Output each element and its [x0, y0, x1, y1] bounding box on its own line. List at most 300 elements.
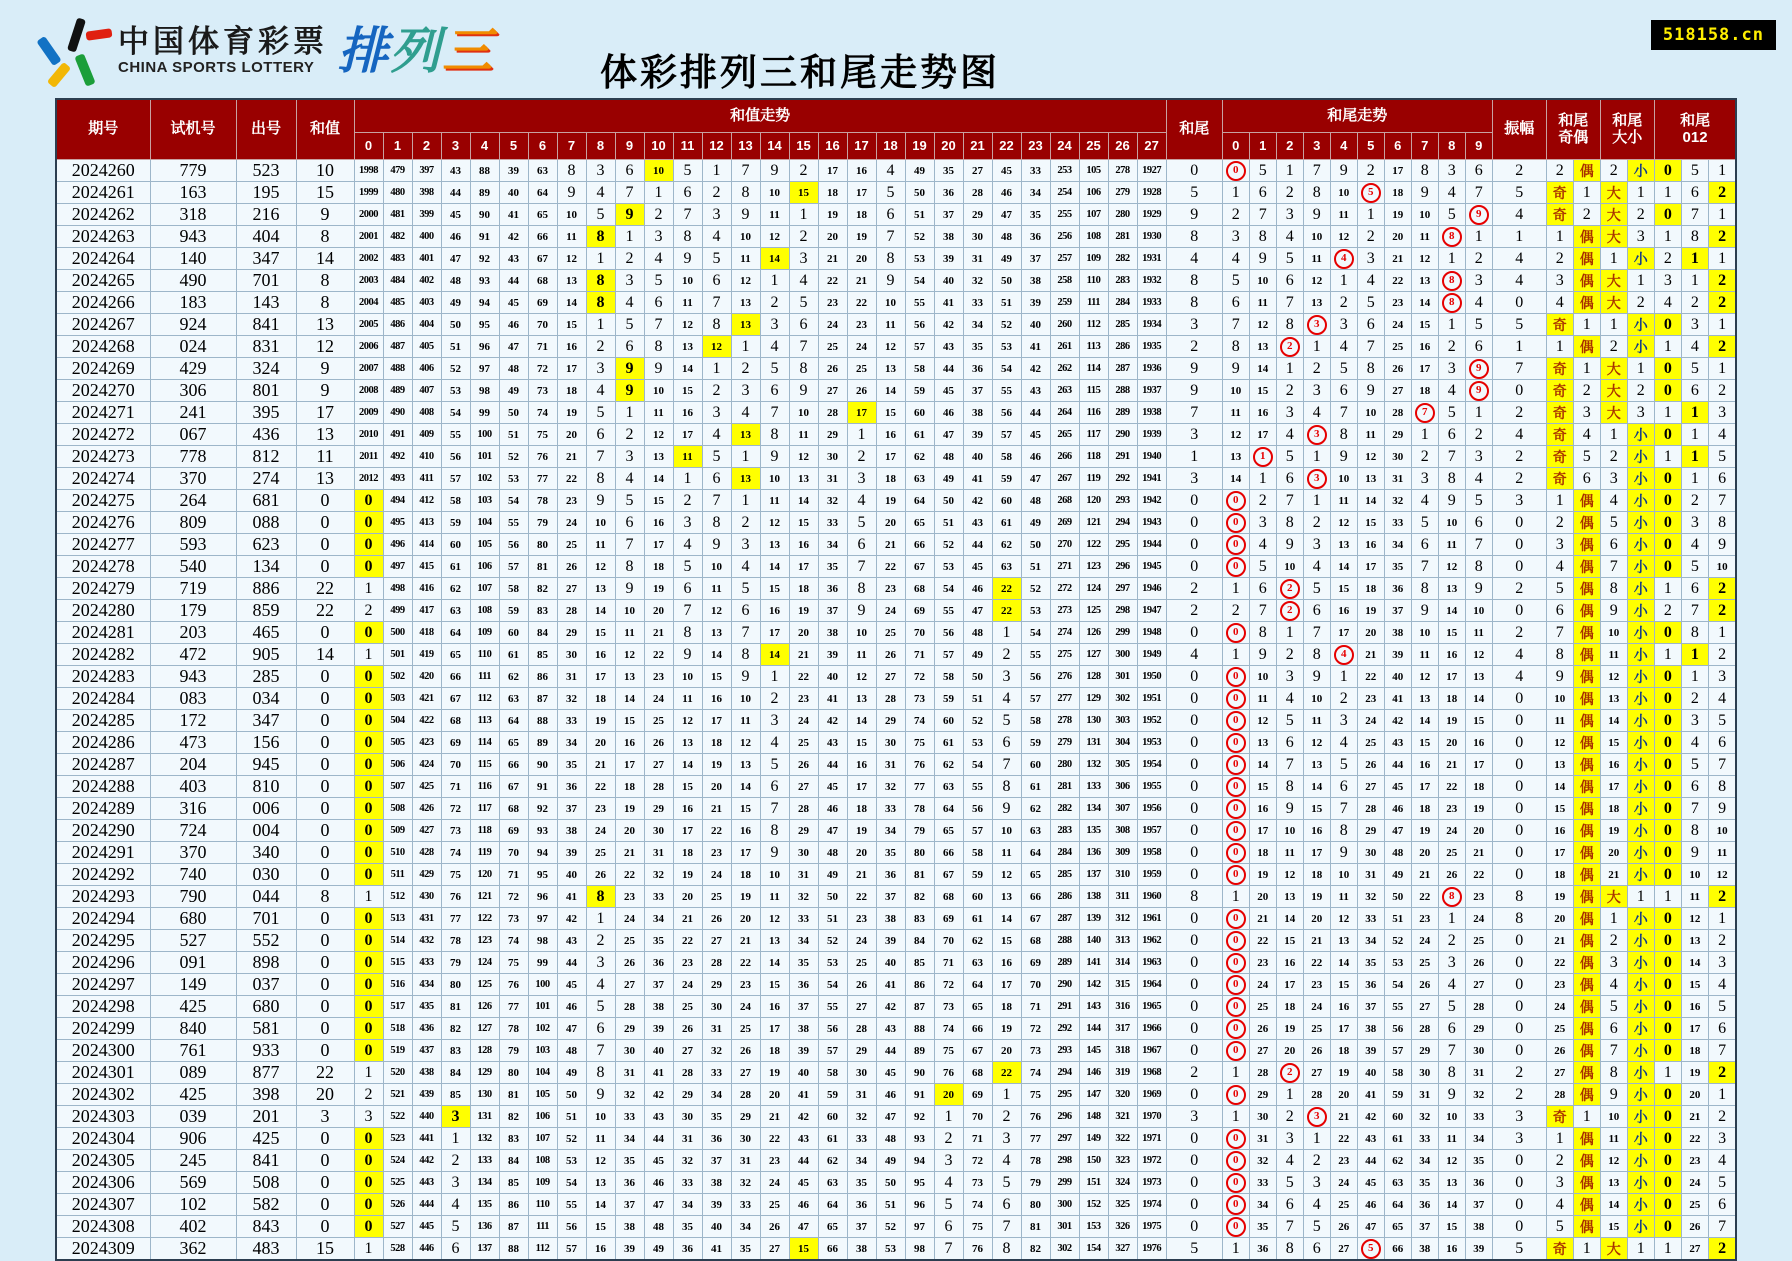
tail-value-cell: 0 [1166, 952, 1222, 974]
tail-miss-cell: 29 [1249, 1084, 1276, 1106]
sum-miss-cell: 14 [702, 644, 731, 666]
sum-miss-cell: 117 [470, 798, 499, 820]
sum-miss-cell: 34 [818, 534, 847, 556]
sum-miss-cell: 16 [586, 644, 615, 666]
tail-hit-circle-icon: 9 [1469, 359, 1489, 379]
sum-miss-cell: 65 [441, 644, 470, 666]
tail-miss-cell: 7 [1276, 490, 1303, 512]
parity-hit-cell: 偶 [1573, 622, 1600, 644]
sum-miss-cell: 16 [789, 534, 818, 556]
tail-miss-cell: 57 [1384, 1040, 1411, 1062]
tail-miss-cell: 9 [1249, 644, 1276, 666]
sum-miss-cell: 61 [818, 1128, 847, 1150]
sum-miss-cell: 77 [905, 776, 934, 798]
sum-hit-cell: 15 [789, 182, 818, 204]
tail-miss-cell: 29 [1384, 424, 1411, 446]
tail-hit-circle-icon: 0 [1226, 667, 1246, 687]
sum-miss-cell: 6 [586, 1018, 615, 1040]
sum-miss-cell: 1943 [1137, 512, 1166, 534]
sum-miss-cell: 1929 [1137, 204, 1166, 226]
sum-hit-cell: 0 [354, 776, 383, 798]
sum-miss-cell: 48 [441, 270, 470, 292]
issue-cell: 2024303 [56, 1106, 150, 1128]
table-row [56, 1084, 1736, 1106]
tail-miss-cell: 54 [1384, 974, 1411, 996]
sum-miss-cell: 1965 [1137, 996, 1166, 1018]
draw-number-cell: 044 [236, 886, 296, 908]
mod-miss-cell: 1 [1708, 160, 1736, 182]
sum-miss-cell: 5 [934, 1194, 963, 1216]
mod-miss-cell: 1 [1681, 424, 1708, 446]
sum-miss-cell: 4 [586, 380, 615, 402]
tail-miss-cell: 1 [1303, 1128, 1330, 1150]
sum-miss-cell: 25 [644, 710, 673, 732]
sum-miss-cell: 16 [673, 798, 702, 820]
tail-hit-cell [1222, 864, 1249, 886]
tail-miss-cell: 25 [1438, 842, 1465, 864]
table-row [56, 358, 1736, 380]
sum-miss-cell: 118 [470, 820, 499, 842]
tail-miss-cell: 11 [1249, 292, 1276, 314]
issue-cell: 2024275 [56, 490, 150, 512]
tail-miss-cell: 22 [1384, 270, 1411, 292]
tail-value-cell: 2 [1166, 578, 1222, 600]
sum-miss-cell: 112 [470, 688, 499, 710]
tail-miss-cell: 25 [1465, 930, 1492, 952]
sum-miss-cell: 29 [847, 1040, 876, 1062]
issue-cell: 2024290 [56, 820, 150, 842]
sum-miss-cell: 35 [818, 556, 847, 578]
sum-miss-cell: 19 [615, 798, 644, 820]
sum-miss-cell: 17 [673, 820, 702, 842]
test-number-cell: 540 [150, 556, 236, 578]
table-row [56, 1018, 1736, 1040]
tail-value-cell: 0 [1166, 1172, 1222, 1194]
sum-miss-cell: 48 [963, 622, 992, 644]
sum-miss-cell: 4 [586, 182, 615, 204]
tail-miss-cell: 8 [1411, 160, 1438, 182]
sum-miss-cell: 19 [760, 1062, 789, 1084]
size-miss-cell: 1 [1627, 182, 1654, 204]
parity-hit-cell: 偶 [1573, 1194, 1600, 1216]
col-header-issue: 期号 [56, 99, 150, 160]
sum-miss-cell: 45 [963, 556, 992, 578]
sum-miss-cell: 8 [644, 336, 673, 358]
sum-miss-cell: 49 [499, 380, 528, 402]
sum-miss-cell: 397 [412, 160, 441, 182]
sum-miss-cell: 23 [847, 908, 876, 930]
sum-miss-cell: 254 [1050, 182, 1079, 204]
tail-miss-cell: 38 [1384, 622, 1411, 644]
issue-cell: 2024287 [56, 754, 150, 776]
sum-miss-cell: 3 [934, 1150, 963, 1172]
sum-miss-cell: 1968 [1137, 1062, 1166, 1084]
mod-hit-cell: 0 [1654, 864, 1681, 886]
sum-miss-cell: 8 [992, 1238, 1021, 1261]
size-miss-cell: 3 [1627, 226, 1654, 248]
mod-miss-cell: 22 [1681, 1128, 1708, 1150]
mod-hit-cell: 1 [1681, 402, 1708, 424]
size-miss-cell: 5 [1600, 996, 1627, 1018]
tail-miss-cell: 24 [1303, 996, 1330, 1018]
table-row [56, 798, 1736, 820]
tail-miss-cell: 23 [1330, 1150, 1357, 1172]
sum-miss-cell: 6 [673, 182, 702, 204]
sum-miss-cell: 5 [441, 1216, 470, 1238]
tail-miss-cell: 9 [1438, 1084, 1465, 1106]
sum-miss-cell: 22 [847, 292, 876, 314]
sum-miss-cell: 508 [383, 798, 412, 820]
tail-hit-circle-icon: 0 [1226, 711, 1246, 731]
tail-miss-cell: 2 [1465, 248, 1492, 270]
sum-miss-cell: 61 [499, 644, 528, 666]
issue-cell: 2024297 [56, 974, 150, 996]
sum-miss-cell: 524 [383, 1150, 412, 1172]
tail-hit-cell [1303, 314, 1330, 336]
sum-miss-cell: 33 [673, 1172, 702, 1194]
sum-miss-cell: 298 [1108, 600, 1137, 622]
parity-hit-cell: 偶 [1573, 1062, 1600, 1084]
draw-number-cell: 552 [236, 930, 296, 952]
parity-miss-cell: 5 [1546, 1216, 1573, 1238]
sum-miss-cell: 1975 [1137, 1216, 1166, 1238]
sum-miss-cell: 16 [615, 732, 644, 754]
sum-miss-cell: 2007 [354, 358, 383, 380]
tail-miss-cell: 11 [1303, 248, 1330, 270]
sum-miss-cell: 288 [1108, 380, 1137, 402]
sum-miss-cell: 34 [876, 820, 905, 842]
tail-miss-cell: 18 [1357, 578, 1384, 600]
size-hit-cell: 大 [1600, 292, 1627, 314]
sum-miss-cell: 7 [876, 226, 905, 248]
sum-miss-cell: 109 [470, 622, 499, 644]
size-hit-cell: 小 [1627, 754, 1654, 776]
sum-miss-cell: 14 [876, 380, 905, 402]
sum-miss-cell: 16 [557, 336, 586, 358]
tail-value-cell: 0 [1166, 974, 1222, 996]
sum-miss-cell: 269 [1050, 512, 1079, 534]
issue-cell: 2024286 [56, 732, 150, 754]
tail-miss-cell: 1 [1438, 908, 1465, 930]
table-row [56, 732, 1736, 754]
sum-hit-cell: 12 [702, 336, 731, 358]
sum-miss-cell: 9 [586, 490, 615, 512]
parity-miss-cell: 16 [1546, 820, 1573, 842]
mod-hit-cell: 0 [1654, 1084, 1681, 1106]
sum-miss-cell: 62 [499, 666, 528, 688]
tail-miss-cell: 4 [1249, 534, 1276, 556]
sum-miss-cell: 48 [644, 1216, 673, 1238]
table-row [56, 424, 1736, 446]
size-hit-cell: 大 [1600, 182, 1627, 204]
tail-miss-cell: 2 [1330, 688, 1357, 710]
sum-miss-cell: 97 [528, 908, 557, 930]
sum-miss-cell: 37 [557, 798, 586, 820]
sum-miss-cell: 312 [1108, 908, 1137, 930]
sum-value-cell: 0 [296, 666, 354, 688]
tail-hit-circle-icon: 5 [1361, 1239, 1381, 1259]
sum-miss-cell: 53 [818, 952, 847, 974]
tail-miss-cell: 23 [1303, 974, 1330, 996]
sum-miss-cell: 24 [673, 974, 702, 996]
tail-miss-cell: 1 [1303, 446, 1330, 468]
sum-value-cell: 20 [296, 1084, 354, 1106]
sum-miss-cell: 318 [1108, 1040, 1137, 1062]
parity-miss-cell: 2 [1573, 380, 1600, 402]
sum-miss-cell: 107 [470, 578, 499, 600]
tail-miss-cell: 12 [1249, 710, 1276, 732]
sum-miss-cell: 7 [615, 182, 644, 204]
tail-miss-cell: 16 [1357, 534, 1384, 556]
tail-miss-cell: 4 [1276, 1150, 1303, 1172]
tail-miss-cell: 30 [1357, 842, 1384, 864]
sum-miss-cell: 445 [412, 1216, 441, 1238]
issue-cell: 2024293 [56, 886, 150, 908]
sum-miss-cell: 64 [499, 710, 528, 732]
sum-miss-cell: 311 [1108, 886, 1137, 908]
table-row [56, 248, 1736, 270]
size-hit-cell: 小 [1627, 798, 1654, 820]
sum-miss-cell: 22 [673, 930, 702, 952]
tail-miss-cell: 9 [1330, 160, 1357, 182]
sum-miss-cell: 15 [992, 930, 1021, 952]
sum-miss-cell: 9 [673, 644, 702, 666]
tail-hit-cell [1438, 226, 1465, 248]
tail-miss-cell: 16 [1330, 600, 1357, 622]
sum-miss-cell: 47 [876, 1106, 905, 1128]
sum-miss-cell: 54 [934, 578, 963, 600]
tail-miss-cell: 3 [1303, 380, 1330, 402]
mod-miss-cell: 1 [1654, 1062, 1681, 1084]
tail-miss-cell: 34 [1411, 1150, 1438, 1172]
sum-miss-cell: 64 [1021, 842, 1050, 864]
sum-miss-cell: 25 [789, 732, 818, 754]
size-hit-cell: 小 [1627, 424, 1654, 446]
sum-miss-cell: 1937 [1137, 380, 1166, 402]
mod-hit-cell: 0 [1654, 952, 1681, 974]
sum-miss-cell: 42 [789, 1106, 818, 1128]
test-number-cell: 429 [150, 358, 236, 380]
test-number-cell: 241 [150, 402, 236, 424]
sum-miss-cell: 114 [1079, 358, 1108, 380]
sum-miss-cell: 34 [615, 1128, 644, 1150]
amplitude-cell: 0 [1492, 688, 1546, 710]
sum-miss-cell: 71 [441, 776, 470, 798]
sum-miss-cell: 430 [412, 886, 441, 908]
size-hit-cell: 小 [1627, 336, 1654, 358]
tail-miss-cell: 18 [1411, 380, 1438, 402]
amplitude-cell: 0 [1492, 842, 1546, 864]
tail-miss-cell: 23 [1438, 798, 1465, 820]
mod-miss-cell: 26 [1681, 1216, 1708, 1238]
tail-miss-cell: 23 [1249, 952, 1276, 974]
tail-hit-circle-icon: 2 [1280, 579, 1300, 599]
sum-miss-cell: 91 [528, 776, 557, 798]
size-hit-cell: 小 [1627, 842, 1654, 864]
sum-value-cell: 0 [296, 820, 354, 842]
sum-miss-cell: 42 [1021, 358, 1050, 380]
tail-miss-cell: 10 [1330, 468, 1357, 490]
mod-miss-cell: 5 [1681, 358, 1708, 380]
draw-number-cell: 347 [236, 710, 296, 732]
mod-miss-cell: 2 [1708, 380, 1736, 402]
tail-miss-cell: 38 [1357, 1018, 1384, 1040]
sum-miss-cell: 4 [992, 1150, 1021, 1172]
sum-miss-cell: 1972 [1137, 1150, 1166, 1172]
sum-miss-cell: 31 [673, 1128, 702, 1150]
table-row [56, 1172, 1736, 1194]
table-row [56, 1106, 1736, 1128]
parity-miss-cell: 1 [1573, 1238, 1600, 1261]
tail-miss-cell: 1 [1222, 1062, 1249, 1084]
tail-miss-cell: 3 [1276, 1128, 1303, 1150]
sum-miss-cell: 439 [412, 1084, 441, 1106]
tail-miss-cell: 20 [1276, 1040, 1303, 1062]
mod-miss-cell: 7 [1708, 1040, 1736, 1062]
tail-value-cell: 0 [1166, 1018, 1222, 1040]
sum-miss-cell: 41 [499, 204, 528, 226]
tail-miss-cell: 7 [1276, 1216, 1303, 1238]
tail-miss-cell: 4 [1411, 490, 1438, 512]
sum-miss-cell: 4 [615, 292, 644, 314]
sum-miss-cell: 33 [789, 908, 818, 930]
test-number-cell: 809 [150, 512, 236, 534]
parity-miss-cell: 28 [1546, 1084, 1573, 1106]
sum-miss-cell: 26 [847, 974, 876, 996]
sum-miss-cell: 487 [383, 336, 412, 358]
sum-miss-cell: 11 [673, 688, 702, 710]
sum-miss-cell: 11 [731, 710, 760, 732]
mod-miss-cell: 8 [1681, 622, 1708, 644]
parity-miss-cell: 1 [1546, 1128, 1573, 1150]
sum-value-cell: 13 [296, 314, 354, 336]
size-miss-cell: 3 [1627, 402, 1654, 424]
tail-miss-cell: 13 [1330, 534, 1357, 556]
sum-miss-cell: 54 [1021, 622, 1050, 644]
tail-miss-cell: 26 [1249, 1018, 1276, 1040]
sum-miss-cell: 31 [847, 1084, 876, 1106]
sum-miss-cell: 322 [1108, 1128, 1137, 1150]
col-header-parity: 和尾 奇偶 [1546, 99, 1600, 160]
sum-miss-cell: 410 [412, 446, 441, 468]
sum-miss-cell: 45 [818, 776, 847, 798]
tail-miss-cell: 12 [1330, 908, 1357, 930]
sum-value-cell: 17 [296, 402, 354, 424]
test-number-cell: 083 [150, 688, 236, 710]
sum-miss-cell: 72 [1021, 1018, 1050, 1040]
sum-miss-cell: 527 [383, 1216, 412, 1238]
tail-hit-cell [1222, 1128, 1249, 1150]
tail-miss-cell: 11 [1249, 688, 1276, 710]
sum-miss-cell: 518 [383, 1018, 412, 1040]
sum-miss-cell: 63 [934, 776, 963, 798]
sum-miss-cell: 93 [905, 1128, 934, 1150]
sum-miss-cell: 6 [673, 578, 702, 600]
tail-hit-circle-icon: 8 [1442, 227, 1462, 247]
sum-miss-cell: 99 [470, 402, 499, 424]
tail-miss-cell: 28 [1303, 1084, 1330, 1106]
sum-miss-cell: 288 [1050, 930, 1079, 952]
sum-miss-cell: 327 [1108, 1238, 1137, 1261]
sum-miss-cell: 41 [876, 974, 905, 996]
size-miss-cell: 17 [1600, 776, 1627, 798]
tail-miss-cell: 26 [1303, 1040, 1330, 1062]
sum-miss-cell: 10 [731, 226, 760, 248]
sum-miss-cell: 11 [731, 248, 760, 270]
tail-miss-cell: 18 [1384, 182, 1411, 204]
tail-miss-cell: 4 [1438, 182, 1465, 204]
sum-miss-cell: 19 [847, 820, 876, 842]
tail-miss-cell: 32 [1249, 1150, 1276, 1172]
sum-miss-cell: 42 [557, 908, 586, 930]
sum-hit-cell: 0 [354, 666, 383, 688]
sum-value-cell: 0 [296, 974, 354, 996]
sum-miss-cell: 38 [818, 622, 847, 644]
sum-miss-cell: 71 [1021, 996, 1050, 1018]
size-hit-cell: 小 [1627, 952, 1654, 974]
tail-miss-cell: 3 [1276, 666, 1303, 688]
tail-miss-cell: 28 [1384, 402, 1411, 424]
sum-miss-cell: 39 [789, 1040, 818, 1062]
sum-miss-cell: 2009 [354, 402, 383, 424]
sum-miss-cell: 8 [673, 226, 702, 248]
sum-miss-cell: 56 [557, 1216, 586, 1238]
sum-miss-cell: 69 [934, 908, 963, 930]
draw-number-cell: 886 [236, 578, 296, 600]
parity-hit-cell: 偶 [1573, 1084, 1600, 1106]
sum-miss-cell: 44 [963, 534, 992, 556]
tail-miss-cell: 44 [1357, 1150, 1384, 1172]
sum-miss-cell: 2 [586, 930, 615, 952]
sum-miss-cell: 73 [528, 380, 557, 402]
sum-miss-cell: 1962 [1137, 930, 1166, 952]
tail-miss-cell: 66 [1384, 1238, 1411, 1261]
sum-miss-cell: 8 [731, 182, 760, 204]
sum-value-cell: 22 [296, 600, 354, 622]
tail-miss-cell: 47 [1384, 820, 1411, 842]
sum-miss-cell: 8 [702, 512, 731, 534]
sum-miss-cell: 22 [818, 270, 847, 292]
sum-miss-cell: 37 [818, 600, 847, 622]
sum-miss-cell: 48 [499, 358, 528, 380]
sum-miss-cell: 34 [557, 732, 586, 754]
tail-miss-cell: 17 [1303, 842, 1330, 864]
sum-miss-cell: 32 [731, 1172, 760, 1194]
tail-miss-cell: 16 [1303, 820, 1330, 842]
tail-value-cell: 9 [1166, 204, 1222, 226]
sum-miss-cell: 10 [586, 1106, 615, 1128]
sum-hit-cell: 17 [847, 402, 876, 424]
sum-miss-cell: 27 [818, 380, 847, 402]
sum-miss-cell: 29 [818, 424, 847, 446]
sum-miss-cell: 61 [992, 512, 1021, 534]
tail-miss-cell: 14 [1465, 688, 1492, 710]
tail-hit-circle-icon: 0 [1226, 1173, 1246, 1193]
table-row [56, 490, 1736, 512]
mod-hit-cell: 0 [1654, 930, 1681, 952]
parity-miss-cell: 2 [1573, 204, 1600, 226]
size-miss-cell: 7 [1600, 1040, 1627, 1062]
sum-miss-cell: 95 [470, 314, 499, 336]
sum-miss-cell: 21 [876, 534, 905, 556]
tail-miss-cell: 21 [1465, 842, 1492, 864]
sum-miss-cell: 7 [731, 622, 760, 644]
sum-miss-cell: 1928 [1137, 182, 1166, 204]
table-row [56, 908, 1736, 930]
sum-miss-cell: 37 [934, 204, 963, 226]
sum-value-cell: 13 [296, 424, 354, 446]
parity-miss-cell: 1 [1573, 1106, 1600, 1128]
